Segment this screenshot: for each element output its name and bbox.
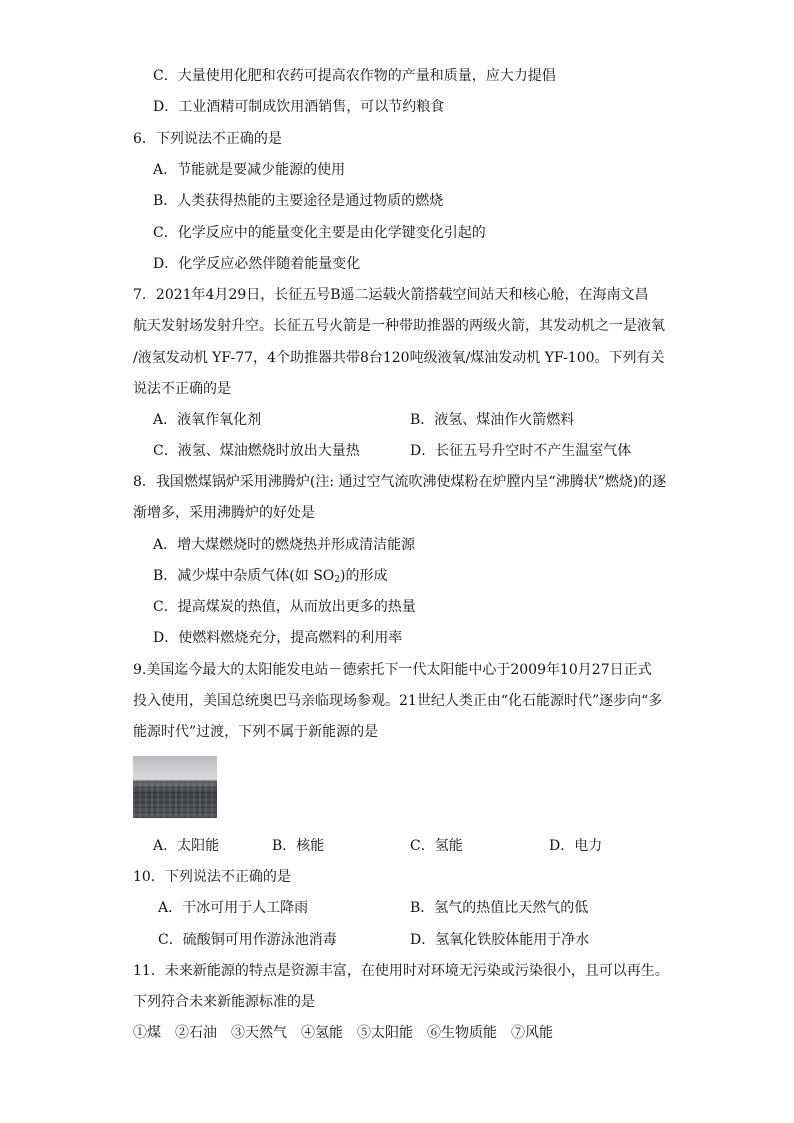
q7-option-c: C．液氢、煤油燃烧时放出大量热 — [153, 443, 360, 459]
q9-option-b: B．核能 — [272, 838, 325, 854]
q6-stem: 6．下列说法不正确的是 — [133, 131, 282, 147]
q10-option-a: A．干冰可用于人工降雨 — [158, 900, 309, 916]
q8-option-b — [153, 566, 387, 590]
q7-stem-line2: 航天发射场发射升空。长征五号火箭是一种带助推器的两级火箭，其发动机之一是液氧 — [133, 318, 665, 334]
q10-option-d: D．氢氧化铁胶体能用于净水 — [410, 932, 590, 948]
q9-stem-line1: 9.美国迄今最大的太阳能发电站－德索托下一代太阳能中心于2009年10月27日正式 — [133, 662, 652, 678]
q6-option-d: D．化学反应必然伴随着能量变化 — [153, 256, 361, 272]
q7-option-a: A．液氧作氧化剂 — [153, 412, 262, 428]
solar-panel-rows — [133, 782, 217, 818]
q6-option-a: A．节能就是要减少能源的使用 — [153, 162, 346, 178]
solar-panel-photo — [133, 756, 217, 818]
q7-stem-line3: /液氢发动机 YF-77，4个助推器共带8台120吨级液氧/煤油发动机 YF-100。下列有关 — [133, 350, 665, 366]
q7-stem-line1: 7．2021年4月29日，长征五号B遥二运载火箭搭载空间站天和核心舱，在海南文昌 — [133, 287, 649, 303]
q5-option-c: C．大量使用化肥和农药可提高农作物的产量和质量，应大力提倡 — [153, 68, 556, 84]
q9-stem-line3: 能源时代”过渡，下列不属于新能源的是 — [133, 724, 379, 740]
q11-stem-line2: 下列符合未来新能源标准的是 — [133, 994, 315, 1010]
q10-option-b: B．氢气的热值比天然气的低 — [410, 900, 589, 916]
q9-option-a: A．太阳能 — [153, 838, 220, 854]
q6-option-b: B．人类获得热能的主要途径是通过物质的燃烧 — [153, 193, 444, 209]
q9-option-c: C．氢能 — [410, 838, 463, 854]
q11-stem-line1: 11．未来新能源的特点是资源丰富，在使用时对环境无污染或污染很小，且可以再生。 — [133, 963, 669, 979]
q8-option-d: D．使燃料燃烧充分，提高燃料的利用率 — [153, 630, 403, 646]
q7-stem-line4: 说法不正确的是 — [133, 381, 231, 397]
q8-option-b-text: B．减少煤中杂质气体(如 SO — [153, 568, 335, 584]
q8-option-a: A．增大煤燃烧时的燃烧热并形成清洁能源 — [153, 537, 416, 553]
q8-option-c: C．提高煤炭的热值，从而放出更多的热量 — [153, 599, 416, 615]
q8-option-b-subscript: 2 — [334, 575, 341, 585]
q9-stem-line2: 投入使用，美国总统奥巴马亲临现场参观。21世纪人类正由“化石能源时代”逐步向“多 — [133, 693, 663, 709]
q10-stem: 10．下列说法不正确的是 — [133, 869, 291, 885]
q8-option-b-tail: )的形成 — [340, 568, 388, 584]
q8-stem-line1: 8．我国燃煤锅炉采用沸腾炉(注: 通过空气流吹沸使煤粉在炉膛内呈“沸腾状”燃烧)的逐 — [133, 474, 667, 490]
q9-option-d: D．电力 — [549, 838, 603, 854]
q6-option-c: C．化学反应中的能量变化主要是由化学键变化引起的 — [153, 225, 486, 241]
q7-option-b: B．液氢、煤油作火箭燃料 — [410, 412, 575, 428]
q10-option-c: C．硫酸铜可用作游泳池消毒 — [158, 932, 337, 948]
q7-option-d: D．长征五号升空时不产生温室气体 — [410, 443, 632, 459]
q11-items: ①煤 ②石油 ③天然气 ④氢能 ⑤太阳能 ⑥生物质能 ⑦风能 — [133, 1025, 553, 1041]
q5-option-d: D．工业酒精可制成饮用酒销售，可以节约粮食 — [153, 99, 445, 115]
q8-stem-line2: 渐增多，采用沸腾炉的好处是 — [133, 505, 315, 521]
